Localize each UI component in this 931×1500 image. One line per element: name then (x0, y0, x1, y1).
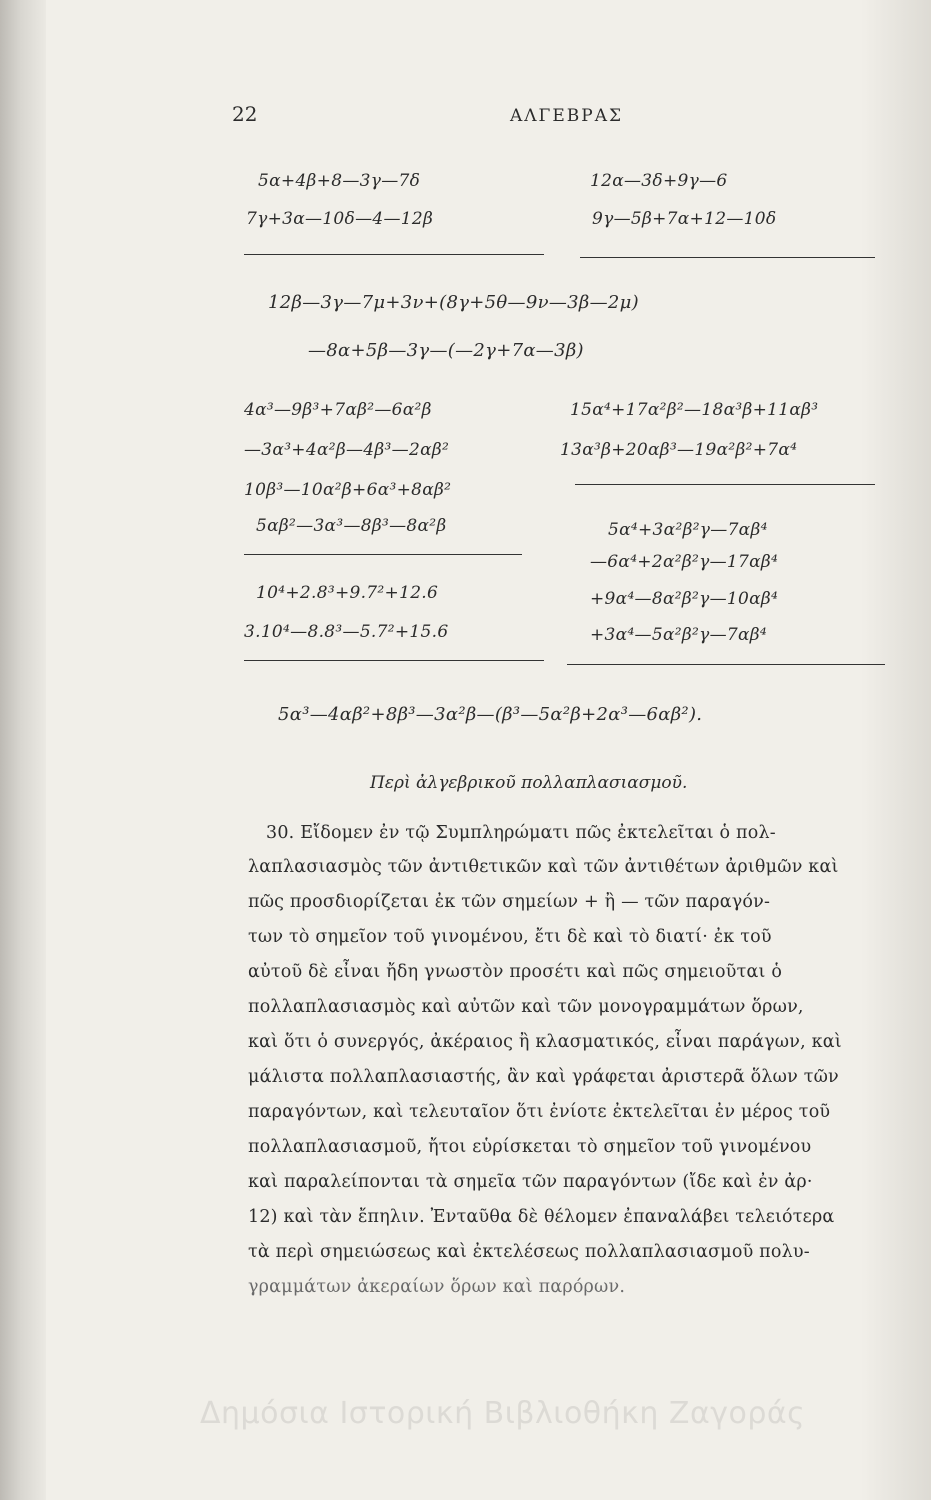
page-number: 22 (232, 102, 258, 126)
expression-line-2: —8α+5β—3γ—(—2γ+7α—3β) (308, 340, 584, 361)
numeric-line-1: 10⁴+2.8³+9.7²+12.6 (256, 583, 439, 603)
left-block-line-3: 10β³—10α²β+6α³+8αβ² (244, 480, 452, 500)
paragraph-line-6: πολλαπλασιασμὸς καὶ αὐτῶν καὶ τῶν μονογραμμάτων ὅρων, (248, 997, 804, 1017)
right-block-bottom-line-3: +9α⁴—8α²β²γ—10αβ⁴ (590, 589, 779, 609)
right-block-top-line-2: 13α³β+20αβ³—19α²β²+7α⁴ (560, 440, 798, 460)
paragraph-line-2: λαπλασιασμὸς τῶν ἀντιθετικῶν καὶ τῶν ἀντιθέτων ἀριθμῶν καὶ (248, 857, 839, 877)
paragraph-line-4: των τὸ σημεῖον τοῦ γινομένου, ἔτι δὲ καὶ τὸ διατί· ἐκ τοῦ (248, 927, 772, 947)
right-block-bottom-line-4: +3α⁴—5α²β²γ—7αβ⁴ (590, 625, 768, 645)
left-block-line-1: 4α³—9β³+7αβ²—6α²β (244, 400, 432, 420)
paragraph-line-7: καὶ ὅτι ὁ συνεργός, ἀκέραιος ἢ κλασματικός, εἶναι παράγων, καὶ (248, 1032, 842, 1052)
book-page-edge (0, 0, 46, 1500)
paragraph-line-10: πολλαπλασιασμοῦ, ἤτοι εὑρίσκεται τὸ σημεῖον τοῦ γινομένου (248, 1137, 812, 1157)
left-pair-rule (244, 254, 544, 255)
paragraph-line-14: γραμμάτων ἀκεραίων ὅρων καὶ παρόρων. (248, 1277, 626, 1297)
right-pair-line-2: 9γ—5β+7α+12—10δ (592, 209, 777, 229)
right-block-bottom-line-1: 5α⁴+3α²β²γ—7αβ⁴ (608, 520, 768, 540)
final-expression: 5α³—4αβ²+8β³—3α²β—(β³—5α²β+2α³—6αβ²). (278, 704, 703, 725)
paragraph-line-1: 30. Εἴδομεν ἐν τῷ Συμπληρώματι πῶς ἐκτελεῖται ὁ πολ- (266, 823, 776, 843)
paragraph-line-13: τὰ περὶ σημειώσεως καὶ ἐκτελέσεως πολλαπλασιασμοῦ πολυ- (248, 1242, 810, 1262)
section-heading: Περὶ ἀλγεβρικοῦ πολλαπλασιασμοῦ. (370, 773, 688, 793)
left-block-line-2: —3α³+4α²β—4β³—2αβ² (244, 440, 450, 460)
paragraph-line-8: μάλιστα πολλαπλασιαστής, ἂν καὶ γράφεται ἀριστερᾶ ὅλων τῶν (248, 1067, 839, 1087)
right-block-top-rule (575, 484, 875, 485)
left-pair-line-1: 5α+4β+8—3γ—7δ (258, 171, 421, 191)
library-watermark: Δημόσια Ιστορική Βιβλιοθήκη Ζαγοράς (200, 1396, 806, 1431)
right-pair-rule (580, 257, 875, 258)
left-block-rule (244, 554, 522, 555)
numeric-line-2: 3.10⁴—8.8³—5.7²+15.6 (244, 622, 449, 642)
left-block-line-4: 5αβ²—3α³—8β³—8α²β (256, 516, 447, 536)
paragraph-line-9: παραγόντων, καὶ τελευταῖον ὅτι ἐνίοτε ἐκτελεῖται ἐν μέρος τοῦ (248, 1102, 831, 1122)
left-pair-line-2: 7γ+3α—10δ—4—12β (246, 209, 434, 229)
paragraph-line-5: αὐτοῦ δὲ εἶναι ἤδη γνωστὸν προσέτι καὶ πῶς σημειοῦται ὁ (248, 962, 783, 982)
expression-line-1: 12β—3γ—7μ+3ν+(8γ+5θ—9ν—3β—2μ) (268, 292, 639, 313)
paragraph-line-12: 12) καὶ τὰν ἔπηλιν. Ἐνταῦθα δὲ θέλομεν ἐπαναλάβει τελειότερα (248, 1207, 835, 1227)
paragraph-line-11: καὶ παραλείπονται τὰ σημεῖα τῶν παραγόντων (ἴδε καὶ ἐν ἀρ· (248, 1172, 813, 1192)
numeric-rule (244, 660, 544, 661)
right-block-bottom-line-2: —6α⁴+2α²β²γ—17αβ⁴ (590, 552, 779, 572)
paragraph-line-3: πῶς προσδιορίζεται ἐκ τῶν σημείων + ἢ — τῶν παραγόν- (248, 892, 771, 912)
running-title: ΑΛΓΕΒΡΑΣ (510, 106, 623, 126)
right-block-top-line-1: 15α⁴+17α²β²—18α³β+11αβ³ (570, 400, 819, 420)
right-gutter-shadow (861, 0, 931, 1500)
right-pair-line-1: 12α—3δ+9γ—6 (590, 171, 728, 191)
right-block-bottom-rule (567, 664, 885, 665)
